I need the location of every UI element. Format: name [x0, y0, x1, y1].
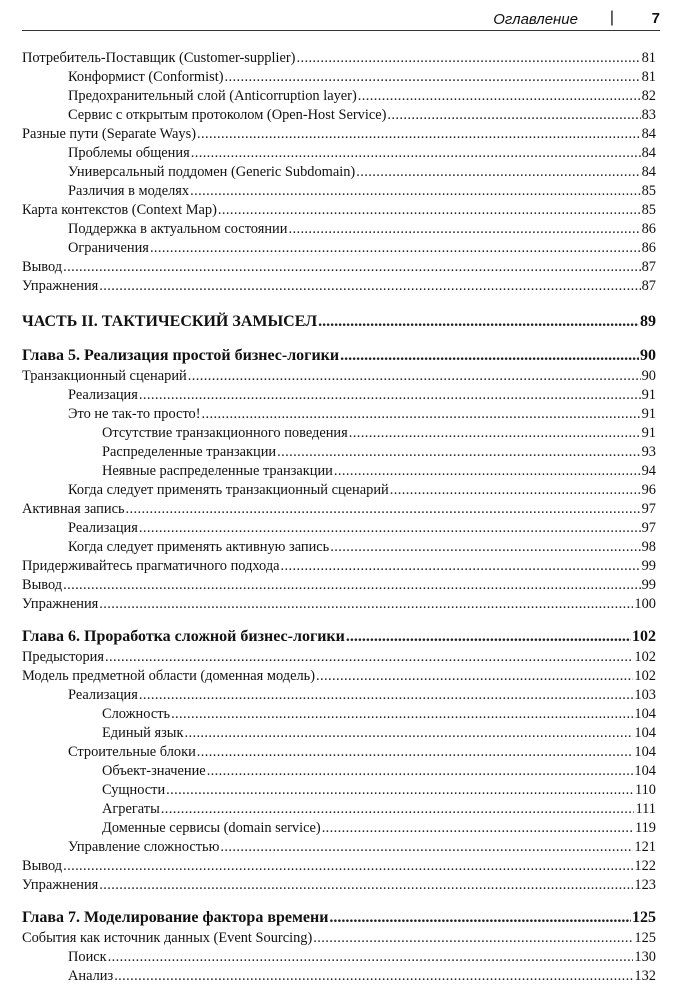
toc-entry-title: Упражнения: [22, 278, 99, 294]
toc-entry-level-1: [22, 686, 656, 705]
toc-page-number: 84: [641, 164, 656, 180]
toc-entry-title: Вывод: [22, 577, 63, 593]
toc-entry-title: Реализация: [68, 520, 138, 536]
toc-page-number: 96: [641, 482, 656, 498]
toc-entry-title: Разные пути (Separate Ways): [22, 126, 196, 142]
toc-page-number: 119: [634, 820, 656, 836]
page-header: [22, 0, 660, 31]
toc-entry-title: Различия в моделях: [68, 183, 190, 199]
running-head-title: Оглавление: [493, 11, 578, 28]
toc-entry-title: Предохранительный слой (Anticorruption layer): [68, 88, 357, 104]
dot-leader: [63, 258, 641, 277]
dot-leader: [296, 49, 640, 68]
toc-page-number: 97: [641, 520, 656, 536]
toc-entry-title: Когда следует применять активную запись: [68, 539, 330, 555]
dot-leader: [150, 239, 641, 258]
toc-entry-title: Упражнения: [22, 596, 99, 612]
toc-entry-level-1: [22, 68, 656, 87]
toc-entry-level-2: [22, 443, 656, 462]
dot-leader: [330, 538, 640, 557]
toc-entry-title: Вывод: [22, 858, 63, 874]
toc-entry-title: Распределенные транзакции: [102, 444, 277, 460]
toc-entry-title: Неявные распределенные транзакции: [102, 463, 333, 479]
toc-entry-level-0: [22, 258, 656, 277]
toc-entry-level-0: [22, 367, 656, 386]
toc-entry-title: Когда следует применять транзакционный сценарий: [68, 482, 389, 498]
toc-entry-title: События как источник данных (Event Sourcing): [22, 930, 313, 946]
toc-page-number: 123: [634, 877, 656, 893]
toc-page-number: 87: [641, 278, 656, 294]
toc-entry-level-1: [22, 386, 656, 405]
dot-leader: [349, 424, 641, 443]
dot-leader: [334, 462, 641, 481]
toc-entry-level-1: [22, 481, 656, 500]
toc-entry-level-1: [22, 163, 656, 182]
dot-leader: [139, 519, 641, 538]
toc-page-number: 104: [634, 744, 656, 760]
toc-entry-level-0: [22, 876, 656, 895]
toc-entry-title: Сервис с открытым протоколом (Open-Host Service): [68, 107, 387, 123]
toc-entry-title: Это не так-то просто!: [68, 406, 201, 422]
toc-entry-level-2: [22, 705, 656, 724]
toc-entry-title: Объект-значение: [102, 763, 206, 779]
dot-leader: [387, 106, 640, 125]
toc-page-number: 122: [634, 858, 656, 874]
dot-leader: [318, 311, 639, 333]
toc-entry-level-1: [22, 239, 656, 258]
toc-entry-title: Глава 5. Реализация простой бизнес-логики: [22, 347, 340, 364]
dot-leader: [190, 182, 641, 201]
toc-entry-level-1: [22, 182, 656, 201]
toc-page-number: 99: [641, 577, 656, 593]
dot-leader: [184, 724, 633, 743]
dot-leader: [202, 405, 641, 424]
toc-page-number: 125: [634, 930, 656, 946]
dot-leader: [166, 781, 634, 800]
dot-leader: [316, 667, 633, 686]
toc-entry-level-1: [22, 519, 656, 538]
toc-page-number: 100: [634, 596, 656, 612]
toc-entry-title: Предыстория: [22, 649, 104, 665]
toc-entry-level-0: [22, 667, 656, 686]
dot-leader: [197, 125, 641, 144]
dot-leader: [188, 367, 641, 386]
toc-page-number: 83: [641, 107, 656, 123]
toc-page-number: 81: [641, 50, 656, 66]
dot-leader: [220, 838, 633, 857]
toc-page-number: 104: [634, 763, 656, 779]
toc-page-number: 86: [641, 221, 656, 237]
toc-entry-title: Доменные сервисы (domain service): [102, 820, 321, 836]
toc-entry-level-0: [22, 648, 656, 667]
toc-entry-level-2: [22, 424, 656, 443]
dot-leader: [99, 876, 633, 895]
toc-page-number: 130: [634, 949, 656, 965]
toc-page-number: 110: [634, 782, 656, 798]
toc-page-number: 94: [641, 463, 656, 479]
page-number: 7: [651, 10, 660, 27]
dot-leader: [197, 743, 634, 762]
toc-entry-level-1: [22, 538, 656, 557]
toc-entry-level-0: [22, 201, 656, 220]
dot-leader: [171, 705, 633, 724]
toc-entry-title: Придерживайтесь прагматичного подхода: [22, 558, 280, 574]
dot-leader: [390, 481, 641, 500]
toc-entry-title: Реализация: [68, 387, 138, 403]
toc-page-number: 81: [641, 69, 656, 85]
toc-entry-title: Потребитель-Поставщик (Customer-supplier): [22, 50, 296, 66]
toc-page-number: 102: [634, 668, 656, 684]
toc-page-number: 87: [641, 259, 656, 275]
toc-entry-level-0: [22, 929, 656, 948]
toc-page-number: 86: [641, 240, 656, 256]
toc-entry-level-1: [22, 838, 656, 857]
dot-leader: [99, 277, 640, 296]
toc-page-number: 103: [634, 687, 656, 703]
dot-leader: [114, 967, 633, 986]
toc-entry-level-2: [22, 724, 656, 743]
dot-leader: [225, 68, 641, 87]
toc-entry-title: Карта контекстов (Context Map): [22, 202, 217, 218]
dot-leader: [322, 819, 634, 838]
toc-entry-title: ЧАСТЬ II. ТАКТИЧЕСКИЙ ЗАМЫСЕЛ: [22, 313, 318, 330]
toc-entry-level-2: [22, 819, 656, 838]
toc-page-number: 98: [641, 539, 656, 555]
dot-leader: [108, 948, 634, 967]
toc-entry-level-1: [22, 87, 656, 106]
toc-page-number: 90: [640, 347, 656, 364]
toc-entry-title: Глава 7. Моделирование фактора времени: [22, 909, 329, 926]
toc-page-number: 97: [641, 501, 656, 517]
running-head-separator: |: [609, 9, 614, 26]
toc-part-heading: [22, 311, 656, 333]
toc-page-number: 91: [641, 406, 656, 422]
dot-leader: [105, 648, 633, 667]
toc-page-number: 89: [640, 313, 656, 330]
toc-entry-title: Универсальный поддомен (Generic Subdomain): [68, 164, 356, 180]
toc-page-number: 104: [634, 706, 656, 722]
toc-entry-level-2: [22, 781, 656, 800]
toc-entry-level-2: [22, 762, 656, 781]
toc-entry-title: Поддержка в актуальном состоянии: [68, 221, 288, 237]
dot-leader: [139, 386, 641, 405]
dot-leader: [218, 201, 641, 220]
dot-leader: [126, 500, 641, 519]
toc-entry-title: Проблемы общения: [68, 145, 190, 161]
toc-entry-title: Ограничения: [68, 240, 149, 256]
dot-leader: [207, 762, 634, 781]
toc-page-number: 91: [641, 387, 656, 403]
toc-entry-title: Реализация: [68, 687, 138, 703]
toc-entry-title: Строительные блоки: [68, 744, 196, 760]
toc-page-number: 102: [632, 628, 656, 645]
toc-entry-level-0: [22, 49, 656, 68]
toc-entry-title: Упражнения: [22, 877, 99, 893]
toc-entry-level-1: [22, 743, 656, 762]
toc-page-number: 90: [641, 368, 656, 384]
dot-leader: [313, 929, 633, 948]
dot-leader: [329, 907, 631, 929]
table-of-contents: [22, 49, 656, 986]
toc-page-number: 102: [634, 649, 656, 665]
toc-entry-title: Конформист (Conformist): [68, 69, 224, 85]
toc-entry-title: Сложность: [102, 706, 171, 722]
toc-entry-title: Агрегаты: [102, 801, 160, 817]
toc-entry-title: Глава 6. Проработка сложной бизнес-логики: [22, 628, 345, 645]
toc-entry-level-1: [22, 106, 656, 125]
toc-entry-title: Поиск: [68, 949, 107, 965]
toc-entry-title: Вывод: [22, 259, 63, 275]
toc-page-number: 82: [641, 88, 656, 104]
dot-leader: [63, 857, 633, 876]
toc-entry-level-0: [22, 500, 656, 519]
toc-page-number: 132: [634, 968, 656, 984]
toc-entry-title: Анализ: [68, 968, 114, 984]
toc-entry-level-0: [22, 857, 656, 876]
toc-entry-title: Активная запись: [22, 501, 125, 517]
toc-entry-level-0: [22, 576, 656, 595]
toc-page-number: 91: [641, 425, 656, 441]
toc-entry-level-1: [22, 967, 656, 986]
toc-chapter-heading: [22, 626, 656, 648]
dot-leader: [191, 144, 641, 163]
toc-page-number: 85: [641, 183, 656, 199]
toc-page-number: 85: [641, 202, 656, 218]
toc-chapter-heading: [22, 345, 656, 367]
toc-entry-level-0: [22, 557, 656, 576]
dot-leader: [99, 595, 633, 614]
dot-leader: [346, 626, 631, 648]
toc-page-number: 93: [641, 444, 656, 460]
dot-leader: [288, 220, 640, 239]
toc-page-number: 84: [641, 126, 656, 142]
toc-entry-level-1: [22, 948, 656, 967]
toc-entry-level-0: [22, 595, 656, 614]
dot-leader: [358, 87, 641, 106]
toc-page-number: 104: [634, 725, 656, 741]
toc-entry-level-2: [22, 800, 656, 819]
dot-leader: [340, 345, 639, 367]
toc-page-number: 84: [641, 145, 656, 161]
toc-entry-title: Отсутствие транзакционного поведения: [102, 425, 348, 441]
dot-leader: [161, 800, 635, 819]
toc-entry-title: Управление сложностью: [68, 839, 220, 855]
toc-page-number: 111: [635, 801, 656, 817]
toc-entry-level-1: [22, 144, 656, 163]
toc-entry-level-0: [22, 277, 656, 296]
toc-entry-level-1: [22, 405, 656, 424]
dot-leader: [139, 686, 634, 705]
toc-entry-title: Модель предметной области (доменная модель): [22, 668, 316, 684]
toc-entry-title: Сущности: [102, 782, 166, 798]
toc-page-number: 125: [632, 909, 656, 926]
dot-leader: [281, 557, 641, 576]
toc-entry-title: Единый язык: [102, 725, 184, 741]
dot-leader: [277, 443, 640, 462]
toc-page-number: 99: [641, 558, 656, 574]
toc-entry-title: Транзакционный сценарий: [22, 368, 187, 384]
toc-entry-level-1: [22, 220, 656, 239]
toc-entry-level-0: [22, 125, 656, 144]
toc-chapter-heading: [22, 907, 656, 929]
toc-entry-level-2: [22, 462, 656, 481]
dot-leader: [63, 576, 641, 595]
toc-page-number: 121: [634, 839, 656, 855]
dot-leader: [356, 163, 640, 182]
